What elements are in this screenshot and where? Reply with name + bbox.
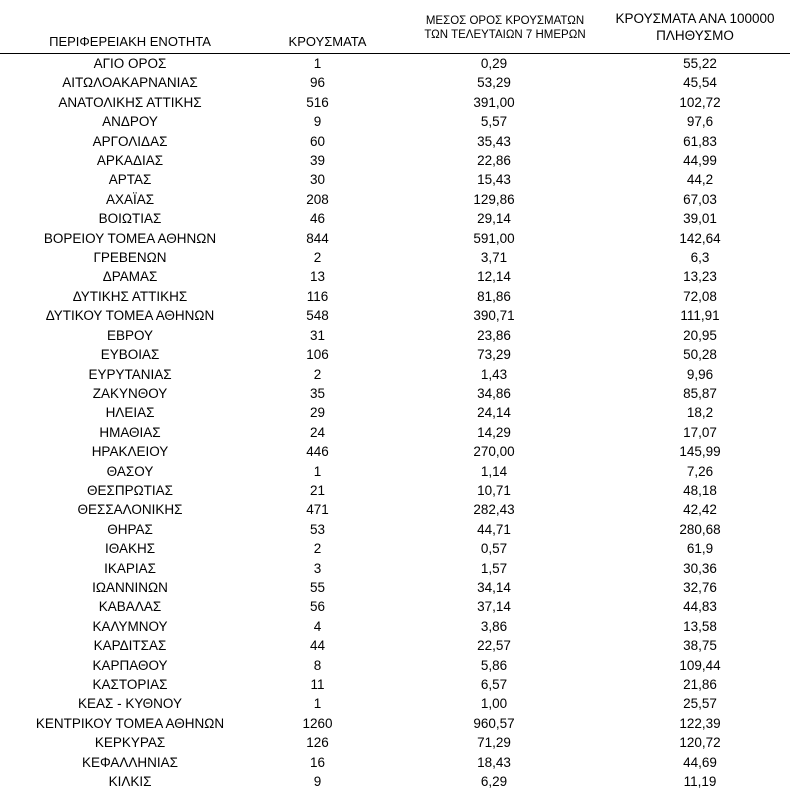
cell-avg7: 1,43 <box>395 365 610 384</box>
cell-avg7: 71,29 <box>395 733 610 752</box>
cell-region: ΑΡΚΑΔΙΑΣ <box>0 151 260 170</box>
cell-per100k: 11,19 <box>610 772 790 791</box>
cell-avg7: 53,29 <box>395 73 610 92</box>
table-row <box>0 112 790 131</box>
cell-cases: 31 <box>260 326 395 345</box>
cell-avg7: 0,57 <box>395 539 610 558</box>
cell-per100k: 61,9 <box>610 539 790 558</box>
cell-cases: 29 <box>260 403 395 422</box>
header-cases-label: ΚΡΟΥΣΜΑΤΑ <box>270 34 385 50</box>
cell-per100k: 7,26 <box>610 462 790 481</box>
cell-avg7: 14,29 <box>395 423 610 442</box>
cell-cases: 53 <box>260 520 395 539</box>
cell-per100k: 44,83 <box>610 597 790 616</box>
cell-region: ΚΑΡΔΙΤΣΑΣ <box>0 636 260 655</box>
cell-avg7: 29,14 <box>395 209 610 228</box>
table-row <box>0 306 790 325</box>
header-cases <box>270 34 385 50</box>
cell-per100k: 111,91 <box>610 306 790 325</box>
cell-per100k: 61,83 <box>610 132 790 151</box>
cell-cases: 1 <box>260 694 395 713</box>
cell-region: ΑΝΑΤΟΛΙΚΗΣ ΑΤΤΙΚΗΣ <box>0 93 260 112</box>
cell-region: ΙΩΑΝΝΙΝΩΝ <box>0 578 260 597</box>
table-row <box>0 597 790 616</box>
cell-region: ΚΕΝΤΡΙΚΟΥ ΤΟΜΕΑ ΑΘΗΝΩΝ <box>0 714 260 733</box>
table-row <box>0 132 790 151</box>
cell-region: ΒΟΙΩΤΙΑΣ <box>0 209 260 228</box>
cell-per100k: 145,99 <box>610 442 790 461</box>
table-row <box>0 636 790 655</box>
cell-region: ΚΑΛΥΜΝΟΥ <box>0 617 260 636</box>
cell-avg7: 1,57 <box>395 559 610 578</box>
table-row <box>0 772 790 791</box>
cell-cases: 2 <box>260 248 395 267</box>
cell-region: ΗΡΑΚΛΕΙΟΥ <box>0 442 260 461</box>
table-row <box>0 151 790 170</box>
cell-region: ΖΑΚΥΝΘΟΥ <box>0 384 260 403</box>
table-row <box>0 54 790 74</box>
cell-cases: 2 <box>260 365 395 384</box>
table-row <box>0 656 790 675</box>
cell-avg7: 391,00 <box>395 93 610 112</box>
cell-per100k: 17,07 <box>610 423 790 442</box>
cell-cases: 8 <box>260 656 395 675</box>
cell-per100k: 44,99 <box>610 151 790 170</box>
cell-per100k: 9,96 <box>610 365 790 384</box>
cell-cases: 39 <box>260 151 395 170</box>
cell-per100k: 85,87 <box>610 384 790 403</box>
cell-avg7: 12,14 <box>395 267 610 286</box>
cell-avg7: 129,86 <box>395 190 610 209</box>
cell-per100k: 142,64 <box>610 229 790 248</box>
header-region-label: ΠΕΡΙΦΕΡΕΙΑΚΗ ΕΝΟΤΗΤΑ <box>0 34 260 50</box>
cell-cases: 1 <box>260 54 395 74</box>
cases-table-body <box>0 54 790 791</box>
cell-avg7: 44,71 <box>395 520 610 539</box>
cell-per100k: 280,68 <box>610 520 790 539</box>
cell-avg7: 591,00 <box>395 229 610 248</box>
table-row <box>0 481 790 500</box>
table-row <box>0 675 790 694</box>
cell-region: ΙΚΑΡΙΑΣ <box>0 559 260 578</box>
cell-per100k: 13,23 <box>610 267 790 286</box>
table-row <box>0 248 790 267</box>
cell-cases: 13 <box>260 267 395 286</box>
cell-cases: 106 <box>260 345 395 364</box>
table-row <box>0 170 790 189</box>
table-row <box>0 384 790 403</box>
cell-per100k: 13,58 <box>610 617 790 636</box>
cell-region: ΚΕΑΣ - ΚΥΘΝΟΥ <box>0 694 260 713</box>
cell-region: ΚΕΡΚΥΡΑΣ <box>0 733 260 752</box>
cell-cases: 1260 <box>260 714 395 733</box>
cell-per100k: 45,54 <box>610 73 790 92</box>
header-per100k-line2: ΠΛΗΘΥΣΜΟ <box>600 28 790 45</box>
cell-avg7: 24,14 <box>395 403 610 422</box>
cell-avg7: 22,57 <box>395 636 610 655</box>
cell-per100k: 55,22 <box>610 54 790 74</box>
cell-region: ΚΑΣΤΟΡΙΑΣ <box>0 675 260 694</box>
cases-table <box>0 53 790 791</box>
table-row <box>0 559 790 578</box>
cell-avg7: 22,86 <box>395 151 610 170</box>
cell-cases: 56 <box>260 597 395 616</box>
table-row <box>0 73 790 92</box>
cell-avg7: 270,00 <box>395 442 610 461</box>
cell-avg7: 6,29 <box>395 772 610 791</box>
header-region <box>0 34 260 50</box>
cell-cases: 4 <box>260 617 395 636</box>
cell-avg7: 1,14 <box>395 462 610 481</box>
cell-cases: 30 <box>260 170 395 189</box>
cell-cases: 60 <box>260 132 395 151</box>
cell-region: ΑΙΤΩΛΟΑΚΑΡΝΑΝΙΑΣ <box>0 73 260 92</box>
table-row <box>0 423 790 442</box>
cell-per100k: 42,42 <box>610 500 790 519</box>
cell-region: ΚΕΦΑΛΛΗΝΙΑΣ <box>0 753 260 772</box>
cell-cases: 2 <box>260 539 395 558</box>
cell-cases: 24 <box>260 423 395 442</box>
cell-cases: 116 <box>260 287 395 306</box>
cell-region: ΙΘΑΚΗΣ <box>0 539 260 558</box>
cell-avg7: 81,86 <box>395 287 610 306</box>
cell-cases: 208 <box>260 190 395 209</box>
cell-cases: 844 <box>260 229 395 248</box>
cell-avg7: 73,29 <box>395 345 610 364</box>
cell-region: ΔΡΑΜΑΣ <box>0 267 260 286</box>
table-row <box>0 520 790 539</box>
table-row <box>0 617 790 636</box>
cell-region: ΑΡΓΟΛΙΔΑΣ <box>0 132 260 151</box>
table-row <box>0 403 790 422</box>
cell-per100k: 109,44 <box>610 656 790 675</box>
cell-per100k: 32,76 <box>610 578 790 597</box>
cell-cases: 96 <box>260 73 395 92</box>
cell-region: ΚΑΒΑΛΑΣ <box>0 597 260 616</box>
cell-cases: 471 <box>260 500 395 519</box>
table-row <box>0 287 790 306</box>
cell-avg7: 18,43 <box>395 753 610 772</box>
table-row <box>0 539 790 558</box>
table-row <box>0 267 790 286</box>
cell-cases: 55 <box>260 578 395 597</box>
cell-avg7: 10,71 <box>395 481 610 500</box>
cell-cases: 9 <box>260 112 395 131</box>
cell-cases: 44 <box>260 636 395 655</box>
cell-cases: 126 <box>260 733 395 752</box>
table-row <box>0 462 790 481</box>
cell-cases: 11 <box>260 675 395 694</box>
cell-cases: 9 <box>260 772 395 791</box>
cell-per100k: 18,2 <box>610 403 790 422</box>
cell-avg7: 3,71 <box>395 248 610 267</box>
cell-region: ΑΓΙΟ ΟΡΟΣ <box>0 54 260 74</box>
cell-per100k: 39,01 <box>610 209 790 228</box>
table-row <box>0 442 790 461</box>
cell-cases: 516 <box>260 93 395 112</box>
cell-per100k: 6,3 <box>610 248 790 267</box>
cell-region: ΘΕΣΣΑΛΟΝΙΚΗΣ <box>0 500 260 519</box>
cell-per100k: 67,03 <box>610 190 790 209</box>
cell-region: ΑΡΤΑΣ <box>0 170 260 189</box>
cell-region: ΕΥΡΥΤΑΝΙΑΣ <box>0 365 260 384</box>
cell-per100k: 25,57 <box>610 694 790 713</box>
cell-avg7: 34,86 <box>395 384 610 403</box>
table-row <box>0 500 790 519</box>
cell-avg7: 23,86 <box>395 326 610 345</box>
table-row <box>0 714 790 733</box>
cell-per100k: 50,28 <box>610 345 790 364</box>
cell-avg7: 5,57 <box>395 112 610 131</box>
cell-avg7: 6,57 <box>395 675 610 694</box>
cell-per100k: 48,18 <box>610 481 790 500</box>
cell-per100k: 120,72 <box>610 733 790 752</box>
cell-region: ΘΕΣΠΡΩΤΙΑΣ <box>0 481 260 500</box>
cell-avg7: 35,43 <box>395 132 610 151</box>
cell-avg7: 3,86 <box>395 617 610 636</box>
cell-avg7: 960,57 <box>395 714 610 733</box>
cell-per100k: 21,86 <box>610 675 790 694</box>
header-avg7-line1: ΜΕΣΟΣ ΟΡΟΣ ΚΡΟΥΣΜΑΤΩΝ <box>405 14 605 28</box>
table-row <box>0 733 790 752</box>
cell-per100k: 97,6 <box>610 112 790 131</box>
cell-cases: 3 <box>260 559 395 578</box>
table-row <box>0 229 790 248</box>
cell-cases: 446 <box>260 442 395 461</box>
cell-region: ΕΥΒΟΙΑΣ <box>0 345 260 364</box>
table-row <box>0 326 790 345</box>
cell-region: ΚΙΛΚΙΣ <box>0 772 260 791</box>
table-row <box>0 365 790 384</box>
header-per100k-line1: ΚΡΟΥΣΜΑΤΑ ΑΝΑ 100000 <box>600 11 790 28</box>
cell-region: ΘΗΡΑΣ <box>0 520 260 539</box>
cell-cases: 35 <box>260 384 395 403</box>
table-row <box>0 578 790 597</box>
cell-per100k: 44,2 <box>610 170 790 189</box>
cell-region: ΚΑΡΠΑΘΟΥ <box>0 656 260 675</box>
cell-per100k: 122,39 <box>610 714 790 733</box>
cell-per100k: 20,95 <box>610 326 790 345</box>
table-row <box>0 93 790 112</box>
cell-avg7: 1,00 <box>395 694 610 713</box>
cell-cases: 548 <box>260 306 395 325</box>
cell-cases: 46 <box>260 209 395 228</box>
header-avg7-line2: ΤΩΝ ΤΕΛΕΥΤΑΙΩΝ 7 ΗΜΕΡΩΝ <box>405 28 605 42</box>
cell-region: ΕΒΡΟΥ <box>0 326 260 345</box>
cell-per100k: 72,08 <box>610 287 790 306</box>
cell-region: ΓΡΕΒΕΝΩΝ <box>0 248 260 267</box>
table-row <box>0 753 790 772</box>
cell-per100k: 30,36 <box>610 559 790 578</box>
cell-avg7: 5,86 <box>395 656 610 675</box>
cell-region: ΘΑΣΟΥ <box>0 462 260 481</box>
cell-avg7: 34,14 <box>395 578 610 597</box>
cell-region: ΔΥΤΙΚΟΥ ΤΟΜΕΑ ΑΘΗΝΩΝ <box>0 306 260 325</box>
cell-cases: 21 <box>260 481 395 500</box>
cell-region: ΔΥΤΙΚΗΣ ΑΤΤΙΚΗΣ <box>0 287 260 306</box>
table-row <box>0 694 790 713</box>
cell-region: ΒΟΡΕΙΟΥ ΤΟΜΕΑ ΑΘΗΝΩΝ <box>0 229 260 248</box>
header-avg7 <box>405 14 605 43</box>
cell-cases: 16 <box>260 753 395 772</box>
cell-region: ΑΝΔΡΟΥ <box>0 112 260 131</box>
cell-region: ΗΛΕΙΑΣ <box>0 403 260 422</box>
cell-avg7: 282,43 <box>395 500 610 519</box>
header-per100k <box>600 11 790 45</box>
cell-avg7: 390,71 <box>395 306 610 325</box>
cell-avg7: 37,14 <box>395 597 610 616</box>
cell-region: ΗΜΑΘΙΑΣ <box>0 423 260 442</box>
table-row <box>0 190 790 209</box>
cell-per100k: 102,72 <box>610 93 790 112</box>
table-row <box>0 345 790 364</box>
cell-region: ΑΧΑΪΑΣ <box>0 190 260 209</box>
cell-cases: 1 <box>260 462 395 481</box>
table-row <box>0 209 790 228</box>
cell-avg7: 0,29 <box>395 54 610 74</box>
cell-per100k: 38,75 <box>610 636 790 655</box>
cell-avg7: 15,43 <box>395 170 610 189</box>
cell-per100k: 44,69 <box>610 753 790 772</box>
